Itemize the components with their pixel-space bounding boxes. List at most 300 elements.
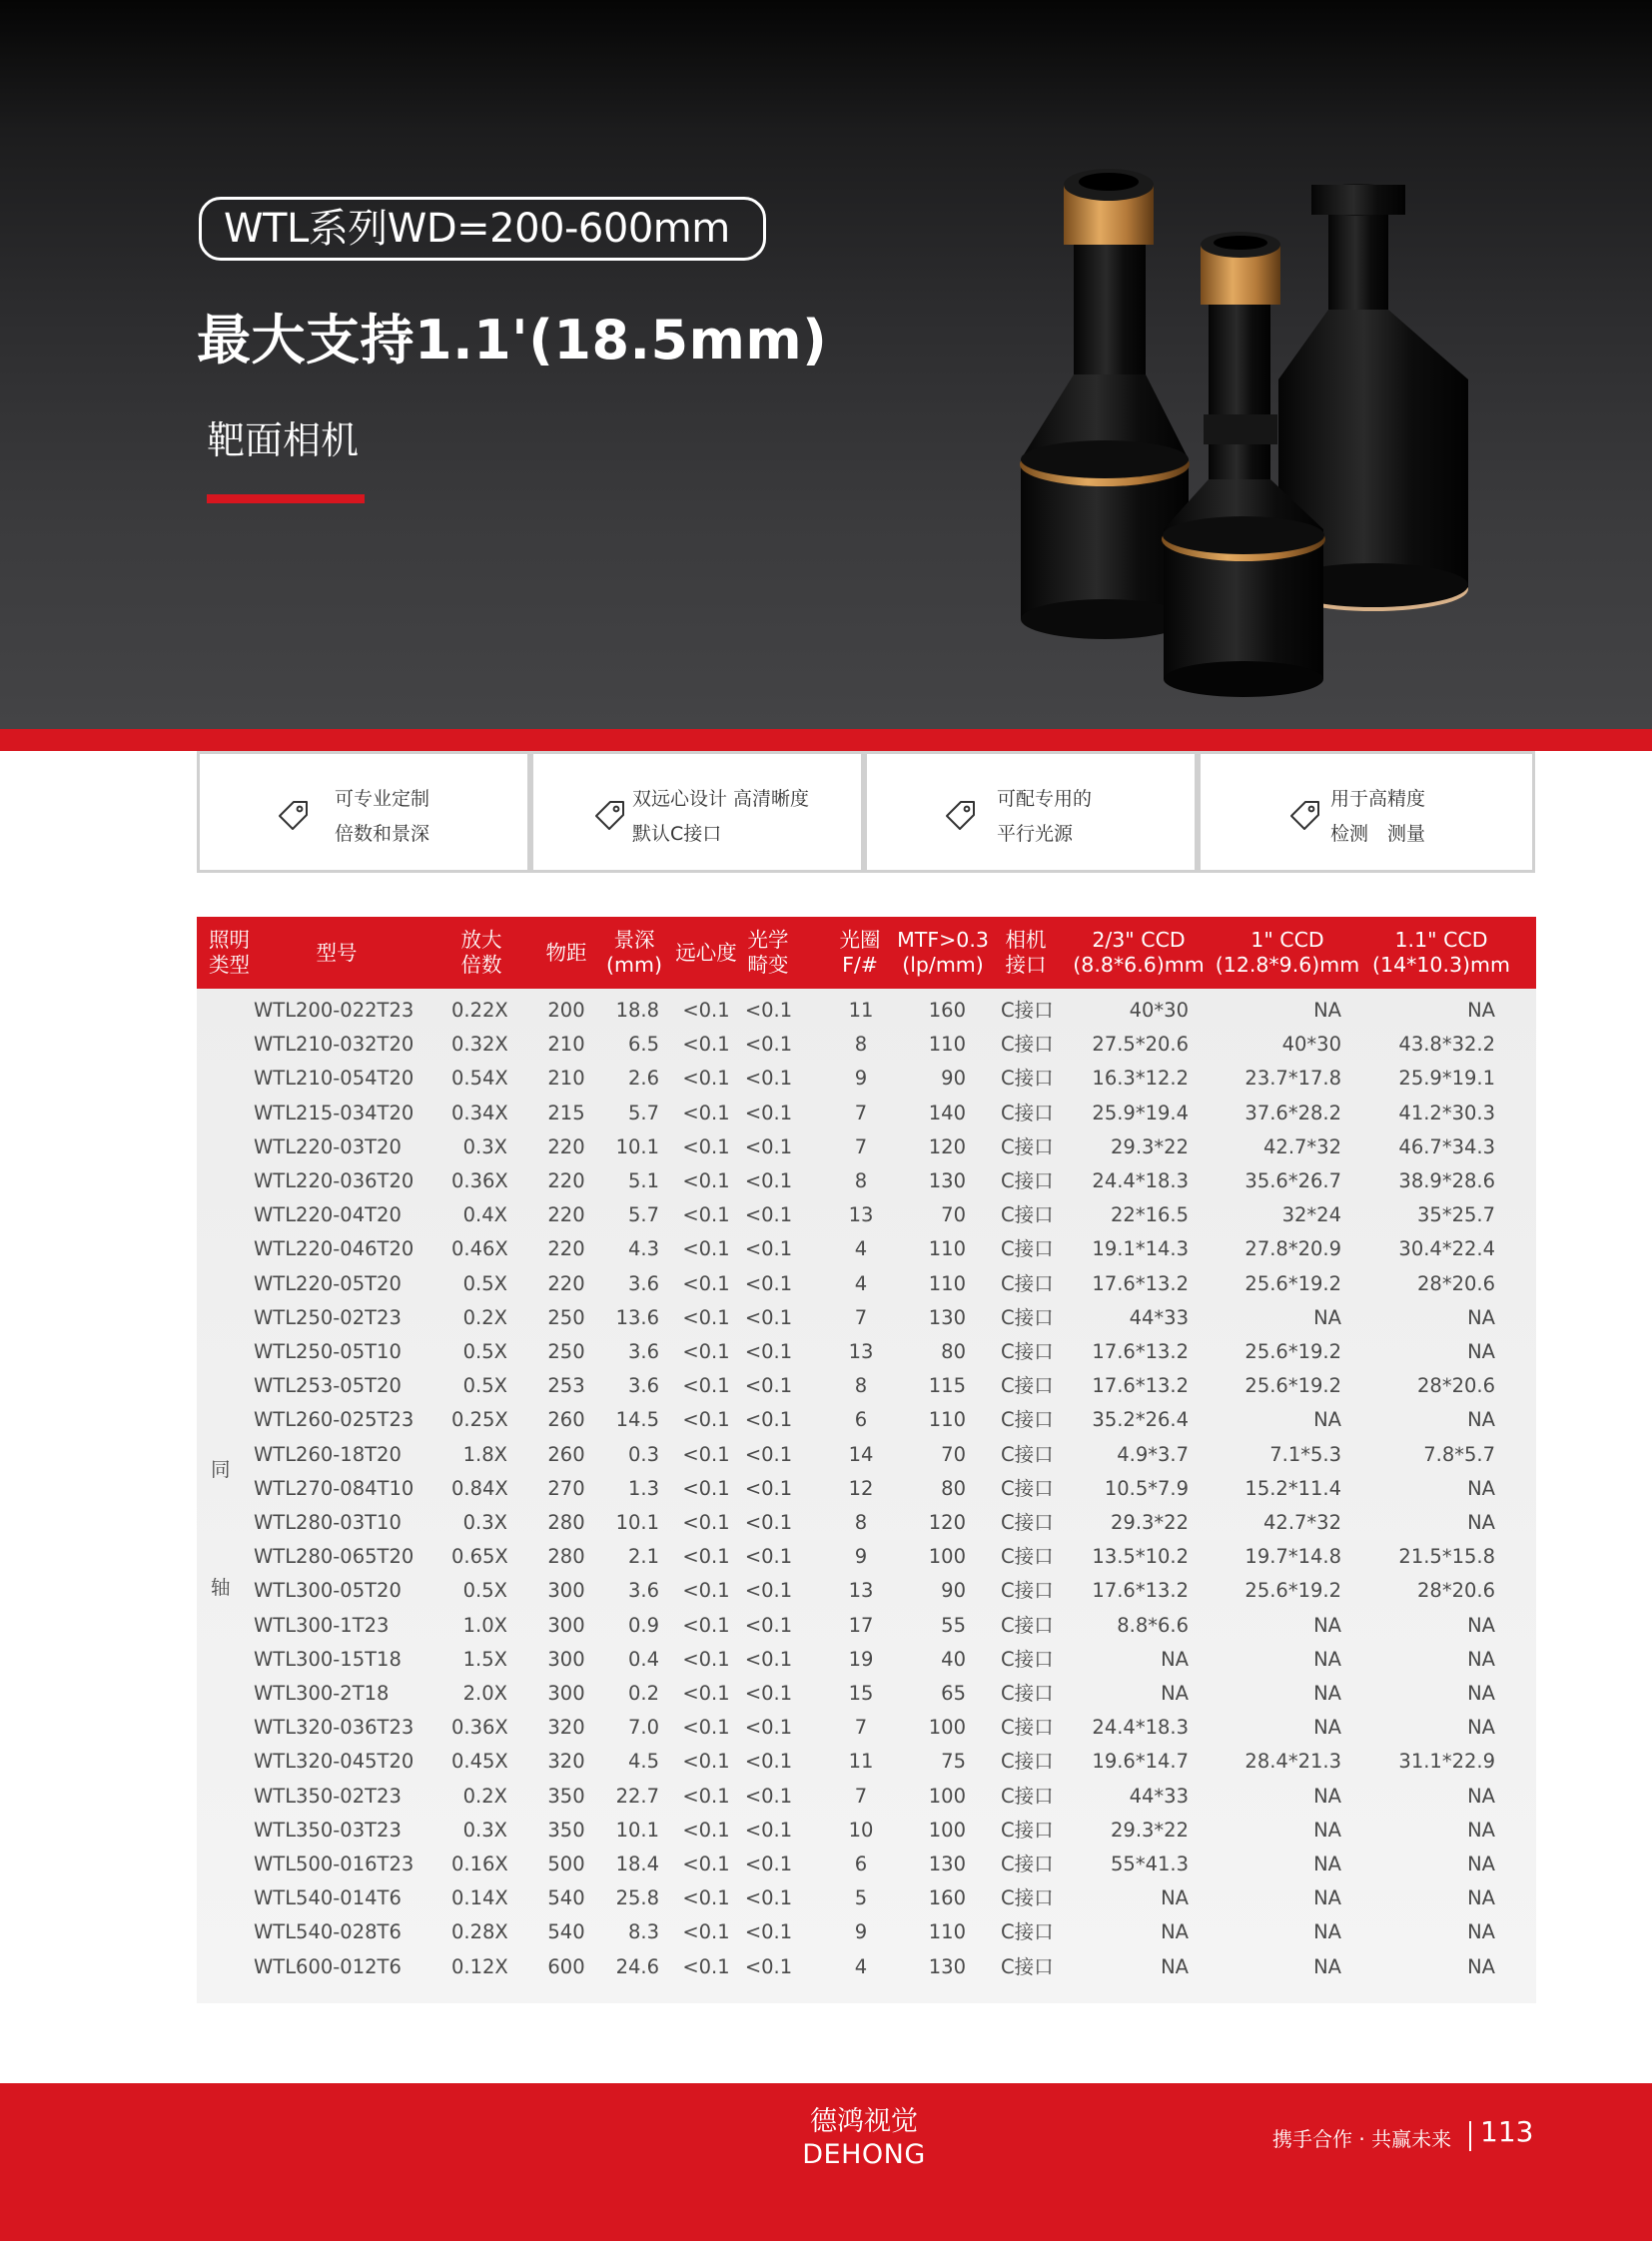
feature-line-1: 可配专用的 [997,788,1093,810]
cell-ccd-1: NA [1313,1613,1341,1637]
cell-model: WTL280-065T20 [254,1545,414,1569]
page-number: 113 [1480,2115,1534,2148]
cell-magnification: 0.14X [451,1886,508,1910]
cell-mount: C接口 [1001,1886,1054,1910]
cell-f-number: 8 [854,1511,868,1534]
cell-ccd-1-1: NA [1467,1305,1495,1329]
cell-distortion: <0.1 [744,1853,793,1875]
brand-name-cn: 德鸿视觉 [810,2106,918,2137]
cell-model: WTL600-012T6 [254,1954,402,1978]
brand-name-en: DEHONG [802,2139,926,2170]
cell-distortion: <0.1 [744,1476,793,1500]
cell-magnification: 0.2X [462,1305,507,1329]
cell-distortion: <0.1 [744,1134,793,1158]
table-row [197,1915,1536,1949]
cell-ccd-2-3: 44*33 [1129,1305,1189,1329]
cell-magnification: 0.3X [462,1511,507,1534]
cell-magnification: 0.84X [451,1476,508,1500]
table-row [197,1028,1536,1062]
cell-ccd-1: 19.7*14.8 [1244,1545,1341,1569]
cell-depth-of-field: 0.9 [627,1613,659,1637]
cell-ccd-1-1: 28*20.6 [1417,1579,1495,1603]
cell-f-number: 11 [848,1750,874,1774]
cell-magnification: 0.45X [451,1750,508,1774]
cell-ccd-1: 42.7*32 [1263,1511,1341,1534]
cell-ccd-2-3: 24.4*18.3 [1092,1169,1189,1192]
cell-telecentricity: <0.1 [682,1271,730,1295]
cell-telecentricity: <0.1 [682,1647,730,1671]
cell-telecentricity: <0.1 [682,1101,730,1124]
cell-ccd-1-1: 43.8*32.2 [1398,1033,1495,1057]
cell-depth-of-field: 24.6 [615,1954,659,1978]
cell-depth-of-field: 18.8 [615,999,659,1022]
cell-telecentricity: <0.1 [682,1682,730,1705]
cell-telecentricity: <0.1 [682,1886,730,1910]
cell-model: WTL220-036T20 [254,1169,414,1192]
cell-model: WTL500-016T23 [254,1853,414,1875]
cell-mtf: 90 [941,1067,966,1091]
cell-ccd-1: NA [1313,1954,1341,1978]
table-row [197,1881,1536,1915]
cell-magnification: 0.36X [451,1169,508,1192]
cell-mtf: 80 [941,1340,966,1363]
cell-ccd-2-3: 22*16.5 [1111,1203,1189,1227]
cell-distortion: <0.1 [744,1750,793,1774]
cell-ccd-1: NA [1313,1682,1341,1705]
cell-mount: C接口 [1001,1374,1054,1398]
cell-mtf: 140 [928,1101,966,1124]
header-fno: 光圈 F/# [839,928,881,977]
cell-distortion: <0.1 [744,1920,793,1944]
cell-ccd-2-3: 55*41.3 [1111,1853,1189,1875]
cell-magnification: 0.3X [462,1818,507,1842]
cell-ccd-2-3: 40*30 [1129,999,1189,1022]
cell-ccd-1: NA [1313,1853,1341,1875]
cell-telecentricity: <0.1 [682,1511,730,1534]
cell-mount: C接口 [1001,1476,1054,1500]
cell-mtf: 80 [941,1476,966,1500]
cell-depth-of-field: 6.5 [627,1033,659,1057]
table-body [197,989,1536,2003]
cell-distortion: <0.1 [744,1682,793,1705]
cell-magnification: 0.36X [451,1716,508,1740]
cell-ccd-2-3: 16.3*12.2 [1092,1067,1189,1091]
cell-mount: C接口 [1001,1101,1054,1124]
cell-ccd-2-3: NA [1161,1954,1189,1978]
cell-f-number: 8 [854,1374,868,1398]
cell-ccd-2-3: 44*33 [1129,1784,1189,1808]
cell-f-number: 10 [848,1818,874,1842]
table-row [197,1472,1536,1506]
cell-working-distance: 280 [547,1511,585,1534]
cell-ccd-1: NA [1313,1784,1341,1808]
cell-ccd-2-3: 17.6*13.2 [1092,1374,1189,1398]
cell-ccd-2-3: 17.6*13.2 [1092,1579,1189,1603]
cell-mtf: 110 [928,1237,966,1261]
cell-ccd-2-3: 35.2*26.4 [1092,1408,1189,1432]
table-row [197,1506,1536,1540]
cell-working-distance: 215 [547,1101,585,1124]
cell-f-number: 8 [854,1033,868,1057]
cell-mount: C接口 [1001,1613,1054,1637]
cell-depth-of-field: 10.1 [615,1134,659,1158]
cell-ccd-1-1: NA [1467,1886,1495,1910]
cell-ccd-1: 32*24 [1281,1203,1341,1227]
cell-working-distance: 220 [547,1169,585,1192]
hero-banner [0,0,1652,729]
cell-working-distance: 270 [547,1476,585,1500]
cell-ccd-1-1: 30.4*22.4 [1398,1237,1495,1261]
table-row [197,1711,1536,1745]
cell-f-number: 15 [848,1682,874,1705]
cell-model: WTL350-03T23 [254,1818,402,1842]
feature-line-2: 默认C接口 [632,823,722,845]
cell-ccd-2-3: 24.4*18.3 [1092,1716,1189,1740]
cell-working-distance: 600 [547,1954,585,1978]
table-row [197,1574,1536,1608]
cell-depth-of-field: 0.3 [627,1442,659,1466]
cell-depth-of-field: 3.6 [627,1340,659,1363]
cell-ccd-1: NA [1313,1305,1341,1329]
cell-working-distance: 253 [547,1374,585,1398]
cell-distortion: <0.1 [744,1374,793,1398]
cell-ccd-1-1: NA [1467,1853,1495,1875]
table-row [197,1950,1536,1984]
table-row [197,1335,1536,1369]
cell-distortion: <0.1 [744,1613,793,1637]
cell-mount: C接口 [1001,1853,1054,1875]
cell-ccd-2-3: NA [1161,1682,1189,1705]
cell-magnification: 0.4X [462,1203,507,1227]
cell-model: WTL220-03T20 [254,1134,402,1158]
header-dist: 光学 畸变 [747,928,789,977]
cell-f-number: 4 [854,1271,868,1295]
cell-mount: C接口 [1001,1716,1054,1740]
cell-ccd-1-1: NA [1467,1408,1495,1432]
cell-mtf: 160 [928,999,966,1022]
cell-f-number: 11 [848,999,874,1022]
cell-model: WTL300-1T23 [254,1613,390,1637]
footer-divider [1469,2121,1471,2151]
cell-model: WTL300-2T18 [254,1682,390,1705]
cell-depth-of-field: 22.7 [615,1784,659,1808]
cell-depth-of-field: 3.6 [627,1579,659,1603]
feature-line-2: 平行光源 [997,823,1074,845]
cell-telecentricity: <0.1 [682,1750,730,1774]
cell-magnification: 0.54X [451,1067,508,1091]
cell-ccd-1-1: NA [1467,1954,1495,1978]
cell-distortion: <0.1 [744,1101,793,1124]
cell-ccd-1-1: 25.9*19.1 [1398,1067,1495,1091]
table-row [197,1403,1536,1437]
cell-ccd-1-1: NA [1467,1682,1495,1705]
cell-working-distance: 220 [547,1237,585,1261]
cell-f-number: 7 [854,1134,868,1158]
cell-depth-of-field: 7.0 [627,1716,659,1740]
cell-mount: C接口 [1001,1511,1054,1534]
series-label: WTL系列WD=200-600mm [199,197,766,261]
cell-ccd-1-1: NA [1467,1818,1495,1842]
cell-mount: C接口 [1001,1408,1054,1432]
cell-mtf: 100 [928,1716,966,1740]
accent-rule [207,494,365,503]
cell-ccd-1: 25.6*19.2 [1244,1374,1341,1398]
cell-working-distance: 250 [547,1305,585,1329]
cell-working-distance: 300 [547,1613,585,1637]
cell-magnification: 0.12X [451,1954,508,1978]
table-row [197,1643,1536,1677]
cell-ccd-1: NA [1313,1408,1341,1432]
header-illum: 照明 类型 [209,928,250,977]
cell-f-number: 9 [854,1545,868,1569]
tag-icon [941,796,981,836]
cell-mount: C接口 [1001,1920,1054,1944]
cell-ccd-1: 23.7*17.8 [1244,1067,1341,1091]
cell-depth-of-field: 13.6 [615,1305,659,1329]
feature-line-1: 双远心设计 高清晰度 [632,788,810,810]
cell-model: WTL200-022T23 [254,999,414,1022]
cell-ccd-1-1: NA [1467,1511,1495,1534]
feature-line-2: 检测 测量 [1330,823,1426,845]
cell-f-number: 13 [848,1340,874,1363]
cell-ccd-1: 28.4*21.3 [1244,1750,1341,1774]
table-row [197,994,1536,1028]
feature-strip [197,751,1535,873]
header-ccd-1-1: 1.1" CCD (14*10.3)mm [1372,928,1510,977]
cell-model: WTL320-045T20 [254,1750,414,1774]
cell-ccd-1: NA [1313,1920,1341,1944]
cell-distortion: <0.1 [744,1886,793,1910]
header-mag: 放大 倍数 [460,928,502,977]
cell-mtf: 100 [928,1545,966,1569]
cell-telecentricity: <0.1 [682,1716,730,1740]
cell-ccd-2-3: 13.5*10.2 [1092,1545,1189,1569]
header-ccd-2-3: 2/3" CCD (8.8*6.6)mm [1073,928,1205,977]
cell-mtf: 130 [928,1169,966,1192]
cell-depth-of-field: 2.6 [627,1067,659,1091]
cell-f-number: 7 [854,1716,868,1740]
cell-ccd-1: 35.6*26.7 [1244,1169,1341,1192]
cell-mount: C接口 [1001,1237,1054,1261]
cell-working-distance: 210 [547,1067,585,1091]
hero-title: 最大支持1.1'(18.5mm) [197,309,828,372]
cell-mount: C接口 [1001,1305,1054,1329]
cell-model: WTL350-02T23 [254,1784,402,1808]
cell-distortion: <0.1 [744,1203,793,1227]
cell-mtf: 130 [928,1954,966,1978]
cell-telecentricity: <0.1 [682,1579,730,1603]
cell-mtf: 70 [941,1203,966,1227]
cell-mount: C接口 [1001,1579,1054,1603]
cell-mtf: 65 [941,1682,966,1705]
cell-ccd-2-3: 29.3*22 [1111,1511,1189,1534]
cell-mtf: 100 [928,1784,966,1808]
cell-depth-of-field: 14.5 [615,1408,659,1432]
cell-f-number: 7 [854,1305,868,1329]
table-header [197,917,1536,989]
cell-working-distance: 260 [547,1442,585,1466]
cell-magnification: 0.46X [451,1237,508,1261]
cell-f-number: 9 [854,1067,868,1091]
cell-model: WTL260-18T20 [254,1442,402,1466]
cell-ccd-1-1: 35*25.7 [1417,1203,1495,1227]
cell-mount: C接口 [1001,1682,1054,1705]
table-row [197,1097,1536,1130]
cell-mtf: 115 [928,1374,966,1398]
cell-working-distance: 220 [547,1134,585,1158]
cell-ccd-1: 25.6*19.2 [1244,1271,1341,1295]
cell-distortion: <0.1 [744,1237,793,1261]
cell-mount: C接口 [1001,999,1054,1022]
cell-mtf: 130 [928,1853,966,1875]
cell-ccd-1-1: 28*20.6 [1417,1271,1495,1295]
cell-telecentricity: <0.1 [682,1305,730,1329]
cell-telecentricity: <0.1 [682,1237,730,1261]
feature-dual-telecentric [530,751,864,873]
cell-model: WTL540-014T6 [254,1886,402,1910]
cell-depth-of-field: 2.1 [627,1545,659,1569]
cell-distortion: <0.1 [744,1271,793,1295]
cell-distortion: <0.1 [744,1784,793,1808]
table-row [197,1164,1536,1198]
cell-ccd-1: NA [1313,1818,1341,1842]
header-ccd-1: 1" CCD (12.8*9.6)mm [1215,928,1360,977]
cell-working-distance: 320 [547,1716,585,1740]
cell-model: WTL250-02T23 [254,1305,402,1329]
cell-mount: C接口 [1001,1203,1054,1227]
cell-magnification: 0.5X [462,1340,507,1363]
cell-model: WTL270-084T10 [254,1476,414,1500]
cell-f-number: 6 [854,1853,868,1875]
cell-f-number: 17 [848,1613,874,1637]
cell-distortion: <0.1 [744,1511,793,1534]
cell-telecentricity: <0.1 [682,999,730,1022]
cell-distortion: <0.1 [744,1305,793,1329]
cell-mount: C接口 [1001,1750,1054,1774]
cell-f-number: 7 [854,1784,868,1808]
cell-ccd-1-1: NA [1467,1476,1495,1500]
header-mount: 相机 接口 [1005,928,1047,977]
cell-ccd-1: 42.7*32 [1263,1134,1341,1158]
cell-ccd-2-3: 19.1*14.3 [1092,1237,1189,1261]
cell-telecentricity: <0.1 [682,1818,730,1842]
cell-f-number: 14 [848,1442,874,1466]
cell-distortion: <0.1 [744,1716,793,1740]
cell-distortion: <0.1 [744,1408,793,1432]
cell-mtf: 160 [928,1886,966,1910]
cell-ccd-1: 27.8*20.9 [1244,1237,1341,1261]
cell-working-distance: 210 [547,1033,585,1057]
cell-ccd-2-3: 17.6*13.2 [1092,1340,1189,1363]
cell-ccd-1: 25.6*19.2 [1244,1579,1341,1603]
cell-model: WTL250-05T10 [254,1340,402,1363]
cell-depth-of-field: 4.3 [627,1237,659,1261]
cell-magnification: 0.22X [451,999,508,1022]
cell-mount: C接口 [1001,1442,1054,1466]
cell-depth-of-field: 1.3 [627,1476,659,1500]
table-row [197,1780,1536,1814]
cell-magnification: 2.0X [462,1682,507,1705]
cell-telecentricity: <0.1 [682,1476,730,1500]
table-row [197,1609,1536,1643]
cell-depth-of-field: 18.4 [615,1853,659,1875]
cell-mount: C接口 [1001,1271,1054,1295]
cell-telecentricity: <0.1 [682,1134,730,1158]
cell-telecentricity: <0.1 [682,1340,730,1363]
cell-ccd-1-1: 31.1*22.9 [1398,1750,1495,1774]
cell-f-number: 13 [848,1579,874,1603]
cell-ccd-2-3: NA [1161,1920,1189,1944]
header-model: 型号 [316,940,358,965]
cell-mtf: 110 [928,1033,966,1057]
cell-working-distance: 250 [547,1340,585,1363]
table-row [197,1267,1536,1301]
tag-icon [1285,796,1325,836]
cell-ccd-1-1: 7.8*5.7 [1423,1442,1495,1466]
cell-working-distance: 220 [547,1203,585,1227]
cell-mtf: 40 [941,1647,966,1671]
accent-band [0,729,1652,751]
cell-magnification: 1.5X [462,1647,507,1671]
cell-ccd-1: 40*30 [1281,1033,1341,1057]
cell-magnification: 0.3X [462,1134,507,1158]
cell-ccd-2-3: NA [1161,1886,1189,1910]
cell-magnification: 1.8X [462,1442,507,1466]
cell-mtf: 110 [928,1920,966,1944]
feature-precision [1198,751,1535,873]
cell-depth-of-field: 3.6 [627,1271,659,1295]
feature-customizable [197,751,530,873]
cell-telecentricity: <0.1 [682,1408,730,1432]
illumination-type-char: 同 [211,1458,231,1481]
cell-working-distance: 500 [547,1853,585,1875]
cell-f-number: 6 [854,1408,868,1432]
cell-working-distance: 200 [547,999,585,1022]
cell-magnification: 0.5X [462,1374,507,1398]
cell-model: WTL220-046T20 [254,1237,414,1261]
cell-ccd-1-1: NA [1467,1920,1495,1944]
cell-ccd-1-1: NA [1467,999,1495,1022]
cell-mount: C接口 [1001,1169,1054,1192]
table-row [197,1130,1536,1164]
cell-depth-of-field: 5.1 [627,1169,659,1192]
cell-telecentricity: <0.1 [682,1442,730,1466]
cell-mtf: 55 [941,1613,966,1637]
cell-model: WTL300-05T20 [254,1579,402,1603]
cell-model: WTL540-028T6 [254,1920,402,1944]
feature-line-1: 可专业定制 [335,788,430,810]
cell-f-number: 7 [854,1101,868,1124]
cell-ccd-1-1: 28*20.6 [1417,1374,1495,1398]
table-row [197,1301,1536,1335]
cell-working-distance: 350 [547,1784,585,1808]
cell-mtf: 70 [941,1442,966,1466]
cell-telecentricity: <0.1 [682,1545,730,1569]
cell-model: WTL300-15T18 [254,1647,402,1671]
table-row [197,1677,1536,1711]
cell-mtf: 130 [928,1305,966,1329]
cell-magnification: 1.0X [462,1613,507,1637]
table-row [197,1198,1536,1232]
cell-working-distance: 320 [547,1750,585,1774]
cell-magnification: 0.5X [462,1579,507,1603]
cell-telecentricity: <0.1 [682,1067,730,1091]
cell-ccd-1-1: 38.9*28.6 [1398,1169,1495,1192]
spec-table [197,917,1536,2003]
cell-mount: C接口 [1001,1067,1054,1091]
cell-distortion: <0.1 [744,1340,793,1363]
cell-telecentricity: <0.1 [682,1203,730,1227]
